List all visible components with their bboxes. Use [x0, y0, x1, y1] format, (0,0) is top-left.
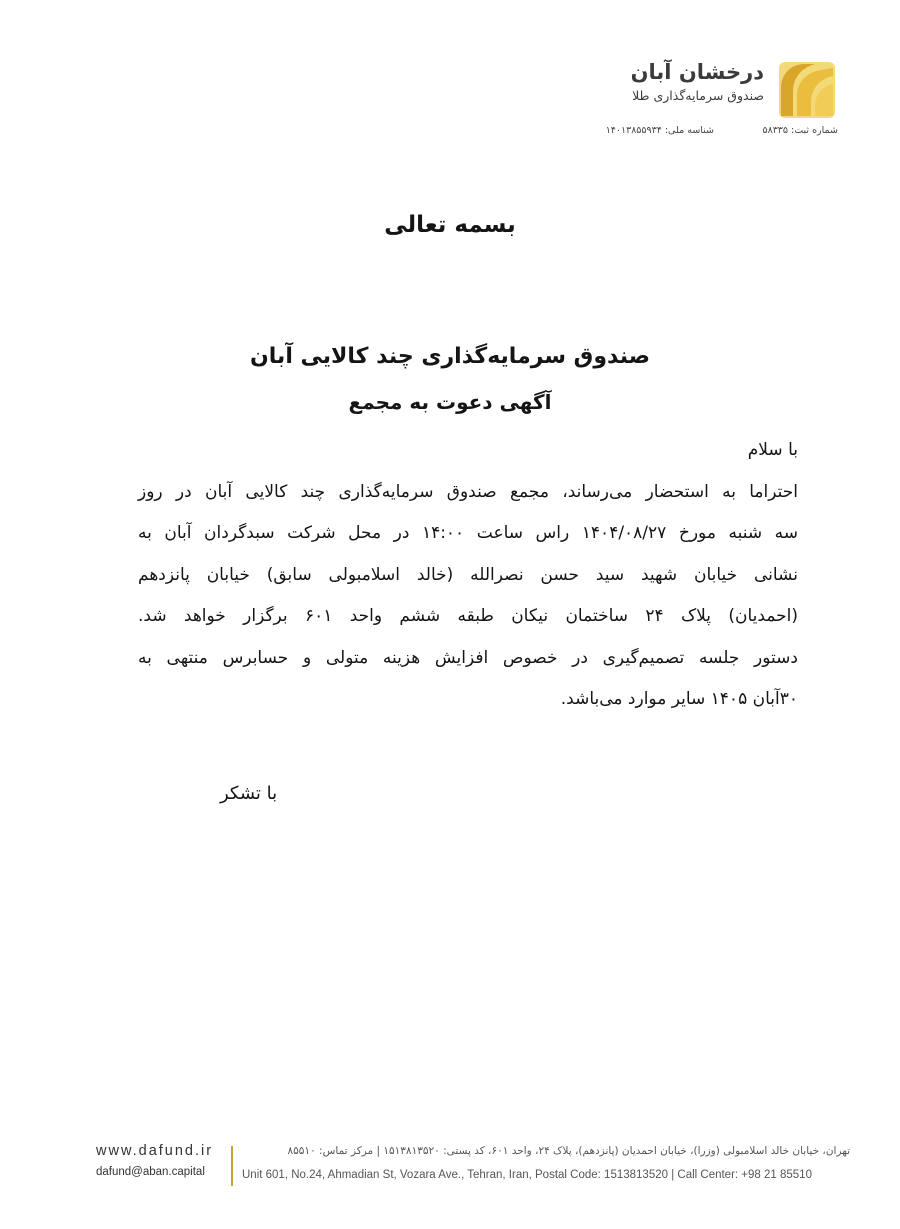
basmala-heading: بسمه تعالی	[384, 212, 516, 238]
footer-address-en: Unit 601, No.24, Ahmadian St, Vozara Ave., Tehran, Iran, Postal Code: 1513813520 | Call Center: +98 21 85510	[242, 1169, 812, 1181]
national-id: شناسه ملی: ۱۴۰۱۳۸۵۵۹۳۴	[605, 125, 714, 136]
body-line: (احمدیان) پلاک ۲۴ ساختمان نیکان طبقه ششم واحد ۶۰۱ برگزار خواهد شد.	[138, 606, 799, 626]
footer-divider	[231, 1146, 233, 1186]
notice-title: آگهی دعوت به مجمع	[348, 390, 552, 414]
footer	[96, 1143, 850, 1191]
brand-name: درخشان آبان	[630, 60, 764, 84]
body-line: نشانی خیابان شهید سید حسن نصرالله (خالد اسلامبولی سابق) خیابان پانزدهم	[138, 564, 798, 585]
letter-body	[138, 430, 798, 721]
footer-contact	[96, 1143, 224, 1178]
brand-subtitle: صندوق سرمایه‌گذاری طلا	[632, 88, 764, 103]
closing-text: با تشکر	[220, 783, 278, 804]
registration-line	[605, 125, 840, 139]
body-line: سه شنبه مورخ ۱۴۰۴/۰۸/۲۷ راس ساعت ۱۴:۰۰ در محل شرکت سبدگردان آبان به	[138, 523, 798, 543]
fund-title: صندوق سرمایه‌گذاری چند کالایی آبان	[250, 344, 650, 369]
fund-logo	[775, 58, 839, 122]
website-link[interactable]: www.dafund.ir	[96, 1143, 214, 1159]
letterhead	[600, 52, 850, 142]
body-line: احتراما به استحضار می‌رساند، مجمع صندوق سرمایه‌گذاری چند کالایی آبان در روز	[138, 481, 798, 502]
salutation: با سلام	[747, 440, 798, 460]
body-line: ۳۰آبان ۱۴۰۵ سایر موارد می‌باشد.	[560, 689, 798, 709]
email-link[interactable]: dafund@aban.capital	[96, 1166, 205, 1178]
registration-number: شماره ثبت: ۵۸۳۳۵	[762, 125, 838, 136]
footer-address-fa: تهران، خیابان خالد اسلامبولی (وزرا)، خیابان احمدیان (پانزدهم)، پلاک ۲۴، واحد ۶۰۱، کد پستی: ۱۵۱۳۸۱۳۵۲۰ | مرکز تماس: ۸۵۵۱۰	[287, 1145, 850, 1157]
brand-block	[631, 60, 764, 103]
body-line: دستور جلسه تصمیم‌گیری در خصوص افزایش هزینه متولی و حسابرس منتهی به	[138, 647, 798, 668]
